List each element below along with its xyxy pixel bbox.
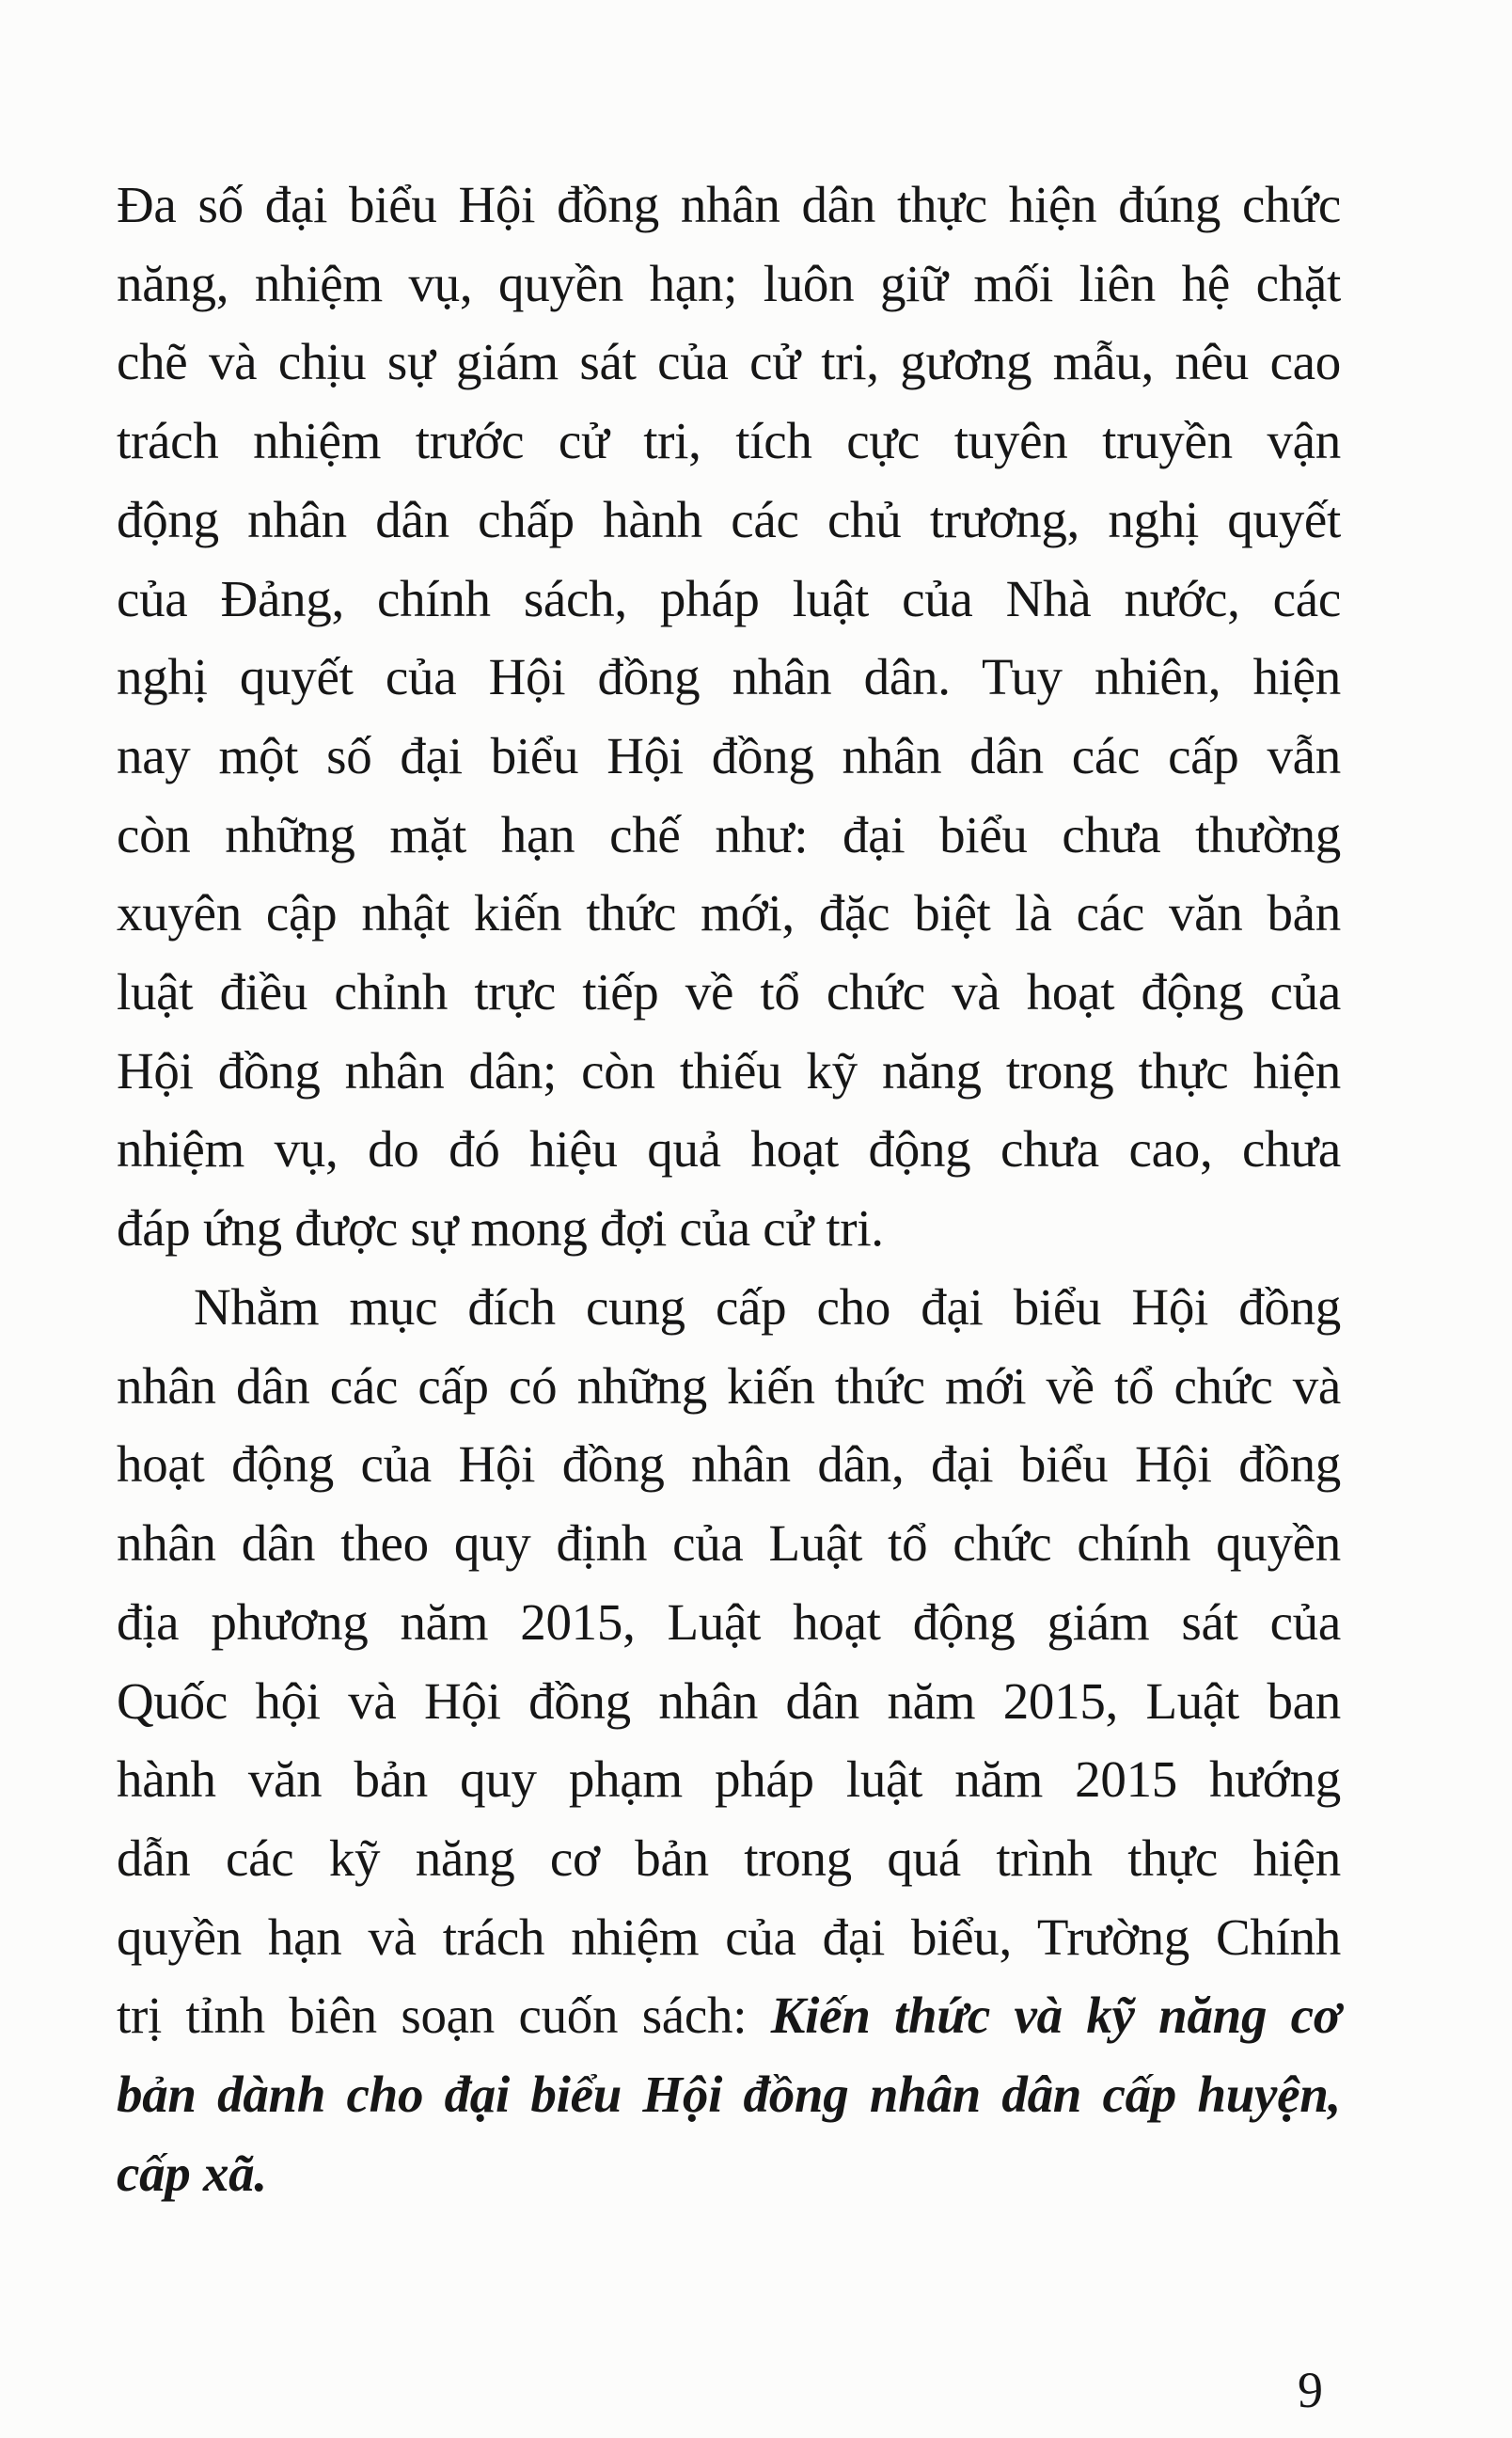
paragraph-1-line: [117, 1110, 1341, 1189]
paragraph-1-line: [117, 245, 1341, 324]
body-text: còn những mặt hạn chế như: đại biểu chưa thường: [117, 805, 1341, 863]
paragraph-2-line: [117, 2055, 1341, 2134]
paragraph-2-line: [117, 2134, 1341, 2213]
body-text: hoạt động của Hội đồng nhân dân, đại biểu Hội đồng: [117, 1435, 1341, 1494]
book-title-text: cấp xã.: [117, 2144, 267, 2202]
body-text: Quốc hội và Hội đồng nhân dân năm 2015, Luật ban: [117, 1671, 1341, 1730]
book-title-text: Kiến thức và kỹ năng cơ: [770, 1987, 1341, 2045]
paragraph-2-line: [117, 1504, 1341, 1583]
paragraph-2-line: [117, 1976, 1341, 2055]
paragraph-1-line: [117, 638, 1341, 717]
body-text: Hội đồng nhân dân; còn thiếu kỹ năng trong thực hiện: [117, 1041, 1341, 1100]
paragraph-2-line: [117, 1425, 1341, 1504]
paragraph-2-line: [117, 1347, 1341, 1426]
body-text: luật điều chỉnh trực tiếp về tổ chức và hoạt động của: [117, 963, 1341, 1021]
body-text: hành văn bản quy phạm pháp luật năm 2015 hướng: [117, 1750, 1341, 1809]
body-text: quyền hạn và trách nhiệm của đại biểu, Trường Chính: [117, 1908, 1341, 1966]
paragraph-1-line: [117, 953, 1341, 1032]
paragraph-1-line: [117, 1189, 1341, 1268]
body-text: nay một số đại biểu Hội đồng nhân dân các cấp vẫn: [117, 726, 1341, 784]
paragraph-2-line: [117, 1740, 1341, 1819]
paragraph-1-line: [117, 717, 1341, 796]
body-text: trách nhiệm trước cử tri, tích cực tuyên truyền vận: [117, 412, 1341, 470]
paragraph-1-line: [117, 874, 1341, 953]
body-text: chẽ và chịu sự giám sát của cử tri, gương mẫu, nêu cao: [117, 333, 1341, 391]
body-text: địa phương năm 2015, Luật hoạt động giám sát của: [117, 1592, 1341, 1651]
paragraph-1-line: [117, 1032, 1341, 1111]
paragraph-1-line: [117, 796, 1341, 875]
paragraph-1-line: [117, 481, 1341, 560]
body-text: nghị quyết của Hội đồng nhân dân. Tuy nhiên, hiện: [117, 648, 1341, 706]
body-text: Nhằm mục đích cung cấp cho đại biểu Hội đồng: [194, 1278, 1341, 1336]
paragraph-2-line: [117, 1819, 1341, 1898]
body-text: nhân dân theo quy định của Luật tổ chức chính quyền: [117, 1514, 1341, 1573]
book-title-text: bản dành cho đại biểu Hội đồng nhân dân cấp huyện,: [117, 2066, 1341, 2123]
body-text: dẫn các kỹ năng cơ bản trong quá trình thực hiện: [117, 1828, 1341, 1887]
body-text: nhiệm vụ, do đó hiệu quả hoạt động chưa cao, chưa: [117, 1120, 1341, 1179]
body-text: của Đảng, chính sách, pháp luật của Nhà nước, các: [117, 569, 1341, 627]
paragraph-1-line: [117, 166, 1341, 245]
body-text: trị tỉnh biên soạn cuốn sách:: [117, 1987, 771, 2045]
body-text: đáp ứng được sự mong đợi của cử tri.: [117, 1199, 884, 1258]
paragraph-2-line: [117, 1583, 1341, 1662]
page-number: 9: [1298, 2362, 1323, 2418]
body-text: động nhân dân chấp hành các chủ trương, nghị quyết: [117, 490, 1341, 548]
paragraph-2-line: [117, 1898, 1341, 1977]
body-text: năng, nhiệm vụ, quyền hạn; luôn giữ mối liên hệ chặt: [117, 254, 1341, 312]
body-text: Đa số đại biểu Hội đồng nhân dân thực hiện đúng chức: [117, 176, 1341, 233]
paragraph-2-line: [117, 1268, 1341, 1347]
body-text: nhân dân các cấp có những kiến thức mới về tổ chức và: [117, 1356, 1341, 1415]
paragraph-2-line: [117, 1662, 1341, 1741]
paragraph-1-line: [117, 560, 1341, 639]
body-text: xuyên cập nhật kiến thức mới, đặc biệt là các văn bản: [117, 884, 1341, 942]
paragraph-1-line: [117, 323, 1341, 402]
paragraph-1-line: [117, 402, 1341, 481]
